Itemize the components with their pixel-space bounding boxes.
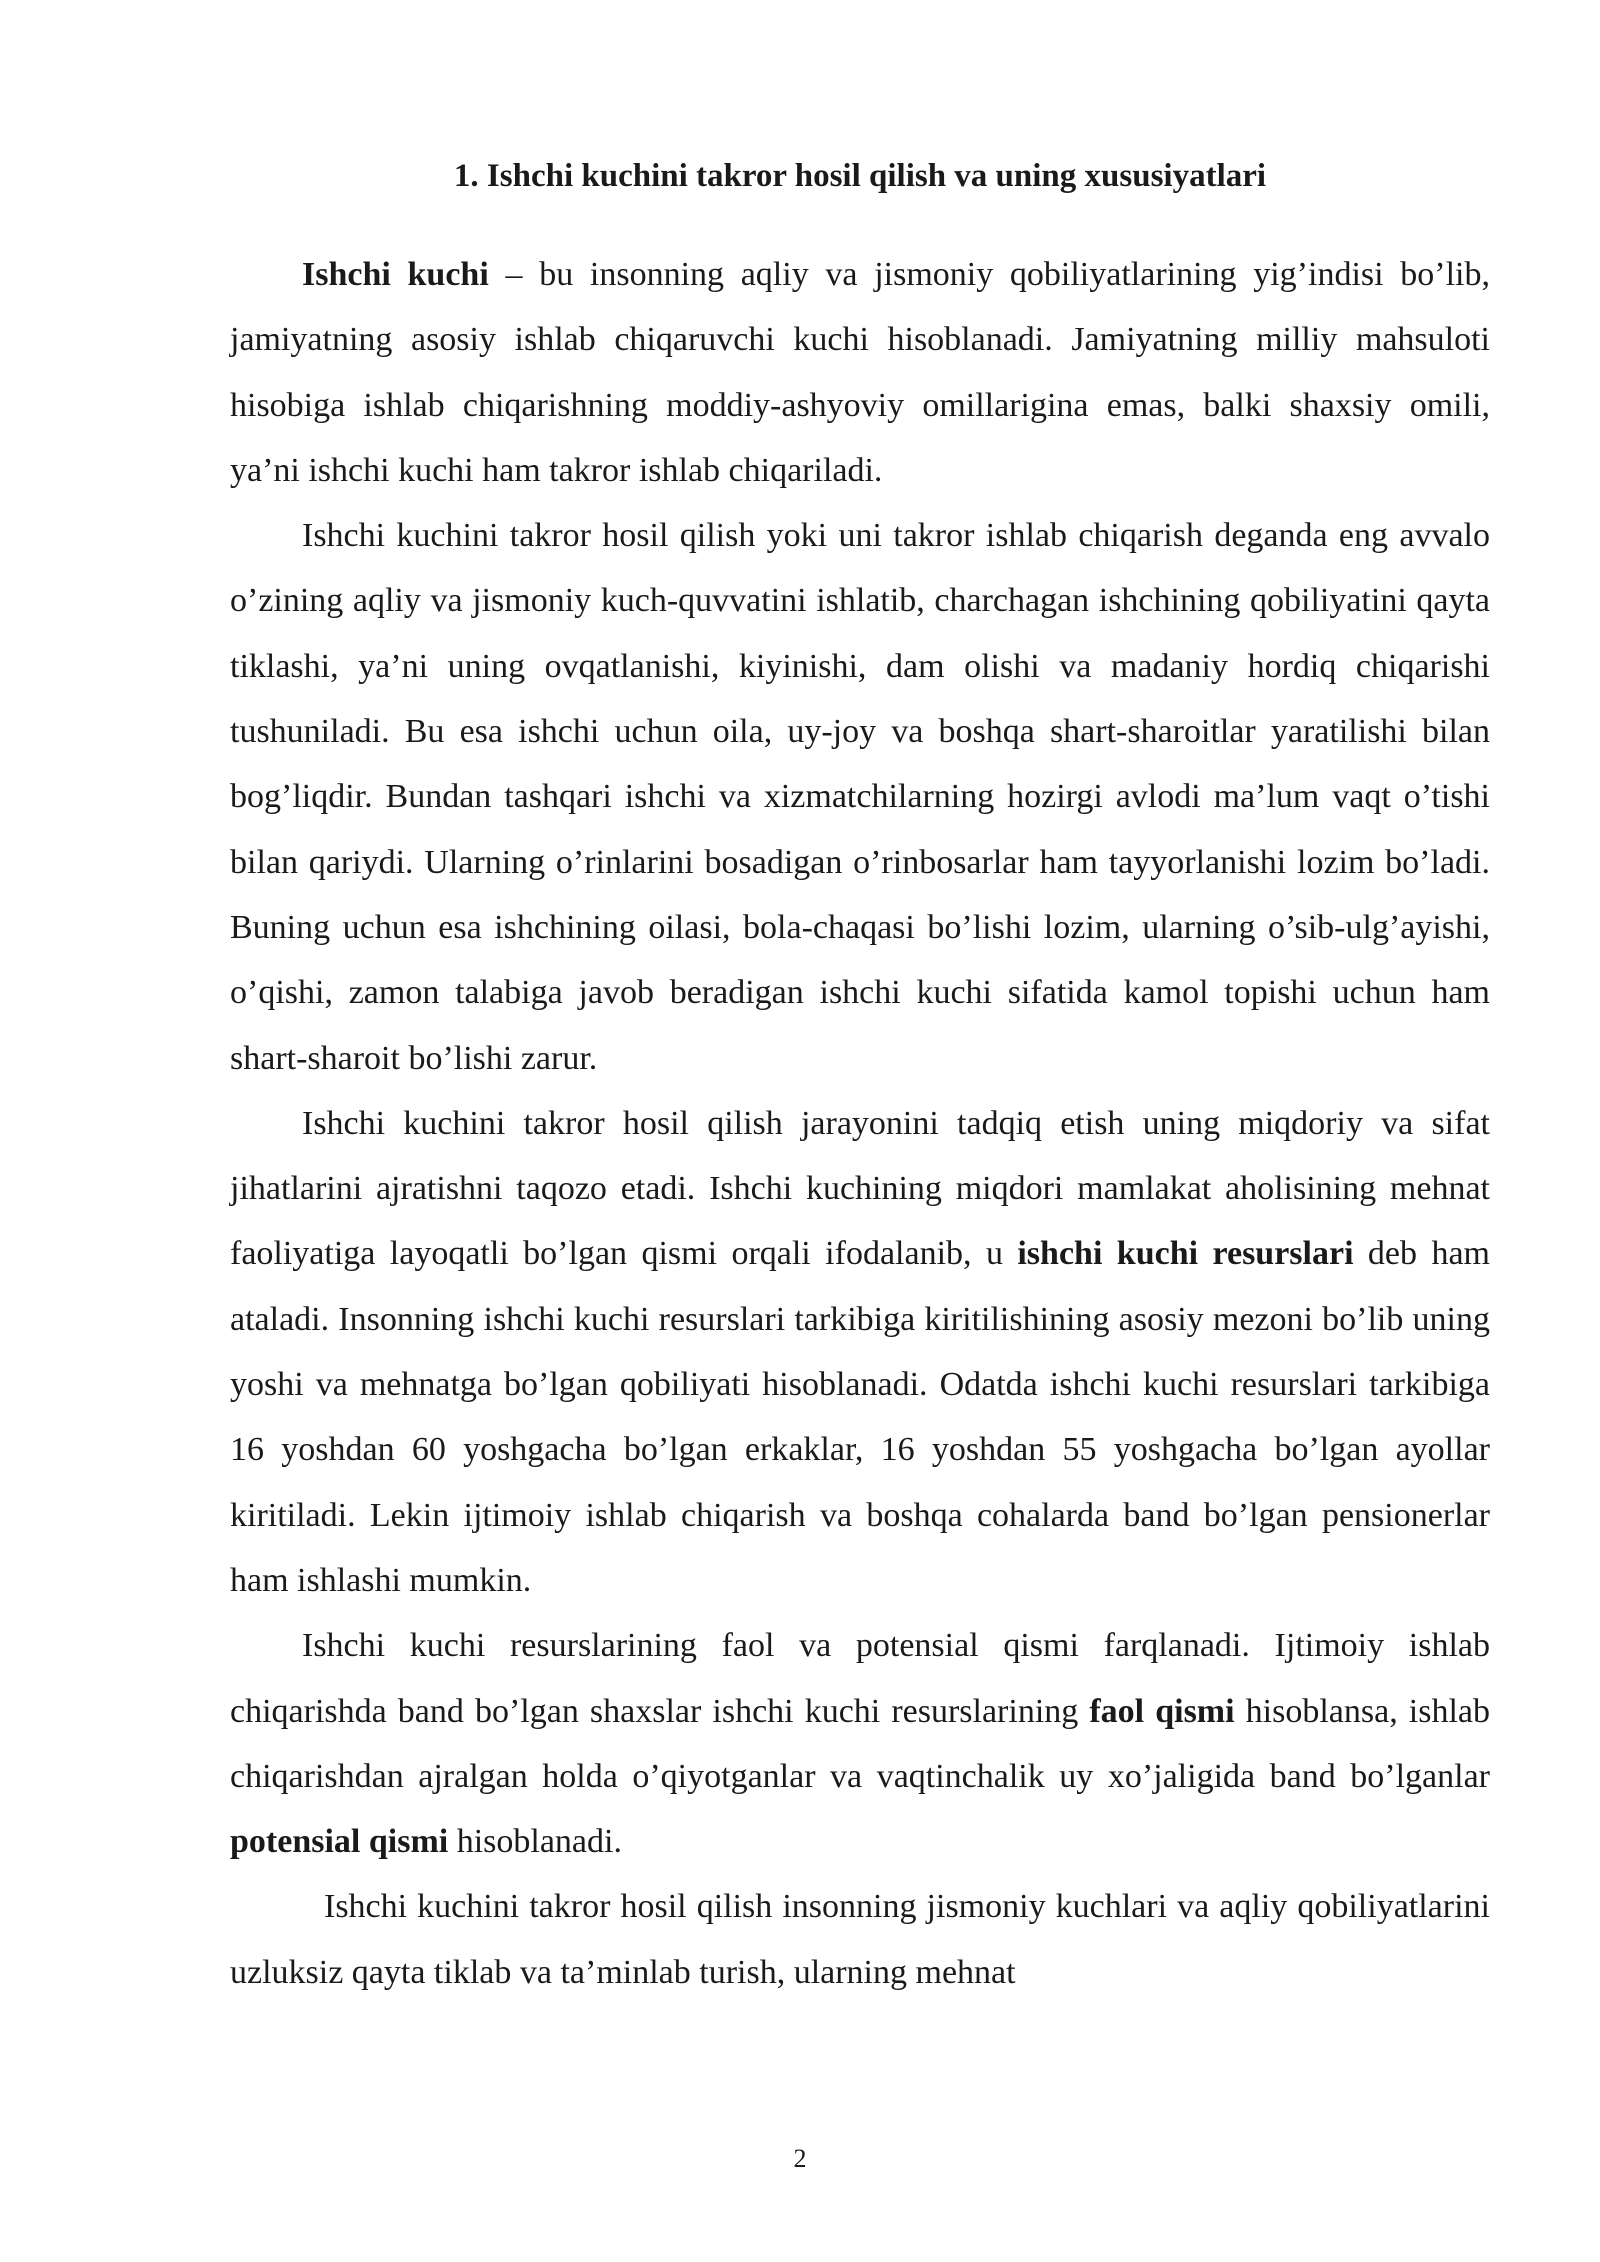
term-potensial-qismi: potensial qismi [230,1823,449,1861]
paragraph-active-potential [230,1613,1490,1874]
paragraph-reproduction [230,503,1490,1091]
term-faol-qismi: faol qismi [1089,1692,1235,1730]
paragraph-text: Ishchi kuchini takror hosil qilish yoki uni takror ishlab chiqarish deganda eng avvalo o’zining aqliy va jismoniy kuch-quvvatini ishlatib, charchagan ishchining qobiliyatini qayta tiklashi, ya’ni uning ovqatlanishi, kiyinishi, dam olishi va madaniy hordiq chiqarishi tushuniladi. Bu esa ishchi uchun oila, uy-joy va boshqa shart-sharoitlar yaratilishi bilan bog’liqdir. Bundan tashqari ishchi va xizmatchilarning hozirgi avlodi ma’lum vaqt o’tishi bilan qariydi. Ularning o’rinlarini bosadigan o’rinbosarlar ham tayyorlanishi lozim bo’ladi. Buning uchun esa ishchining oilasi, bola-chaqasi bo’lishi lozim, ularning o’sib-ulg’ayishi, o’qishi, zamon talabiga javob beradigan ishchi kuchi sifatida kamol topishi uchun ham shart-sharoit bo’lishi zarur. [230,517,1490,1077]
paragraph-continuation [230,1874,1490,2005]
paragraph-text: hisoblanadi. [448,1823,622,1861]
term-ishchi-kuchi: Ishchi kuchi [302,256,489,293]
paragraph-text: Ishchi kuchini takror hosil qilish insonning jismoniy kuchlari va aqliy qobiliyatlarini uzluksiz qayta tiklab va ta’minlab turish, ularning mehnat [230,1888,1490,1991]
term-ishchi-kuchi-resurslari: ishchi kuchi resurslari [1017,1235,1354,1273]
section-heading: 1. Ishchi kuchini takror hosil qilish va uning xususiyatlari [453,158,1267,194]
paragraph-text: Ishchi kuchi resurslarining faol va potensial qismi farqlanadi. Ijtimoiy ishlab chiqarishda band bo’lgan shaxslar ishchi kuchi resurslarining [230,1627,1490,1730]
page-number: 2 [793,2144,807,2173]
paragraph-text: deb ham ataladi. Insonning ishchi kuchi resurslari tarkibiga kiritilishining asosiy mezoni bo’lib uning yoshi va mehnatga bo’lgan qobiliyati hisoblanadi. Odatda ishchi kuchi resurslari tarkibiga 16 yoshdan 60 yoshgacha bo’lgan erkaklar, 16 yoshdan 55 yoshgacha bo’lgan ayollar kiritiladi. Lekin ijtimoiy ishlab chiqarish va boshqa cohalarda band bo’lgan pensionerlar ham ishlashi mumkin. [230,1235,1490,1599]
paragraph-labor-force-definition [230,242,1490,503]
paragraph-labor-resources [230,1091,1490,1613]
paragraph-text: hisoblansa, ishlab chiqarishdan ajralgan holda o’qiyotganlar va vaqtinchalik uy xo’jaligida band bo’lganlar [230,1692,1490,1795]
paragraph-text: – bu insonning aqliy va jismoniy qobiliyatlarining yig’indisi bo’lib, jamiyatning asosiy ishlab chiqaruvchi kuchi hisoblanadi. Jamiyatning milliy mahsuloti hisobiga ishlab chiqarishning moddiy-ashyoviy omillarigina emas, balki shaxsiy omili, ya’ni ishchi kuchi ham takror ishlab chiqariladi. [230,256,1490,489]
paragraph-text: Ishchi kuchini takror hosil qilish jarayonini tadqiq etish uning miqdoriy va sifat jihatlarini ajratishni taqozo etadi. Ishchi kuchining miqdori mamlakat aholisining mehnat faoliyatiga layoqatli bo’lgan qismi orqali ifodalanib, u [230,1104,1490,1273]
document-page [230,150,1490,2005]
